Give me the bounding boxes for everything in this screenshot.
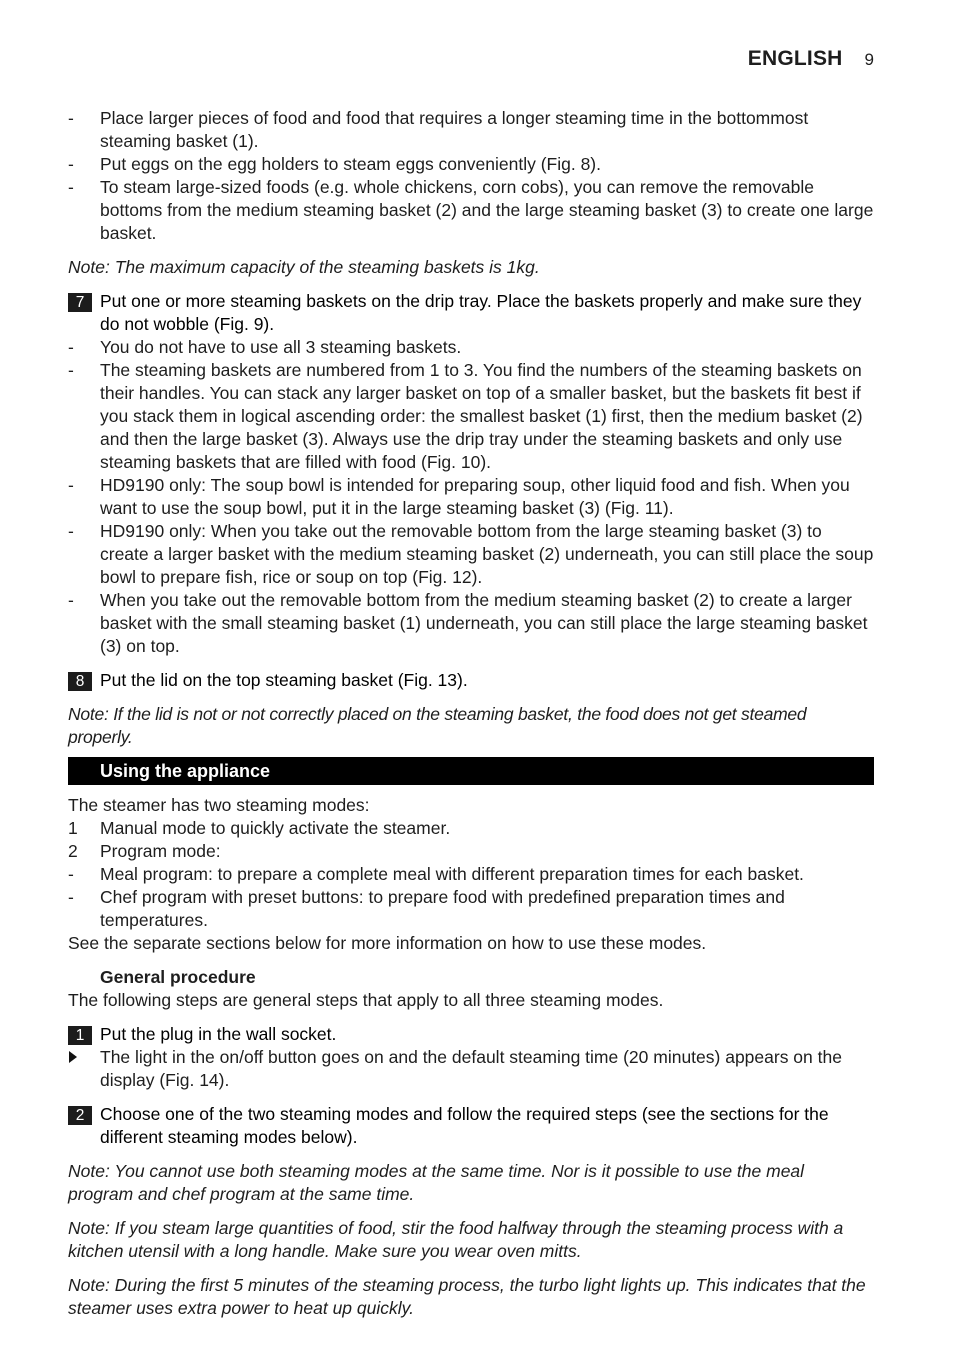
- step-8: [68, 669, 874, 692]
- bullet-marker: -: [68, 360, 74, 380]
- step-text: Put one or more steaming baskets on the drip tray. Place the baskets properly and make sure they do not wobble (Fig. 9).: [100, 291, 862, 334]
- result-arrow-icon: [69, 1051, 77, 1063]
- list-item-text: You do not have to use all 3 steaming baskets.: [100, 337, 462, 357]
- list-item: [68, 176, 874, 245]
- list-item-text: The steaming baskets are numbered from 1 to 3. You find the numbers of the steaming baskets on their handles. You can stack any larger basket on top of a smaller basket, but the baskets fit best if you stack them in logical ascending order: the smallest basket (1) first, then the medium basket (2) and then the large basket (3). Always use the drip tray under the steaming baskets and only use steaming baskets that are filled with food (Fig. 10).: [100, 360, 863, 472]
- list-item: [68, 520, 874, 589]
- list-item-text: HD9190 only: The soup bowl is intended for preparing soup, other liquid food and fish. When you want to use the soup bowl, put it in the large steaming basket (3) (Fig. 11).: [100, 475, 850, 518]
- step-number: 1: [68, 1026, 92, 1045]
- language-label: ENGLISH: [747, 47, 843, 70]
- list-item: [68, 840, 874, 863]
- bullet-marker: -: [68, 475, 74, 495]
- list-item-text: Program mode:: [100, 841, 221, 861]
- note-modes: Note: You cannot use both steaming modes at the same time. Nor is it possible to use the meal program and chef program at the same time.: [68, 1161, 805, 1204]
- bullet-marker: -: [68, 590, 74, 610]
- modes-intro: The steamer has two steaming modes:: [68, 795, 370, 815]
- modes-outro: See the separate sections below for more information on how to use these modes.: [68, 933, 707, 953]
- list-item: [68, 886, 874, 932]
- step-1: [68, 1023, 874, 1046]
- step-number: 8: [68, 672, 92, 691]
- note-turbo: Note: During the first 5 minutes of the steaming process, the turbo light lights up. This indicates that the steamer uses extra power to heat up quickly.: [68, 1275, 866, 1318]
- list-item: [68, 589, 874, 658]
- general-intro: The following steps are general steps that apply to all three steaming modes.: [68, 990, 664, 1010]
- result-text: The light in the on/off button goes on and the default steaming time (20 minutes) appears on the display (Fig. 14).: [100, 1047, 842, 1090]
- list-item-text: To steam large-sized foods (e.g. whole chickens, corn cobs), you can remove the removable bottoms from the medium steaming basket (2) and the large steaming basket (3) to create one large basket.: [100, 177, 874, 243]
- step-number: 7: [68, 293, 92, 312]
- list-item: [68, 359, 874, 474]
- list-item: [68, 336, 874, 359]
- note-stir: Note: If you steam large quantities of food, stir the food halfway through the steaming process with a kitchen utensil with a long handle. Make sure you wear oven mitts.: [68, 1218, 844, 1261]
- list-item: [68, 474, 874, 520]
- step-2: [68, 1103, 874, 1149]
- list-item-text: Put eggs on the egg holders to steam eggs conveniently (Fig. 8).: [100, 154, 601, 174]
- list-marker: 1: [68, 818, 78, 838]
- bullet-marker: -: [68, 864, 74, 884]
- list-item: [68, 863, 874, 886]
- bullet-marker: -: [68, 337, 74, 357]
- list-item: [68, 107, 874, 153]
- step-text: Choose one of the two steaming modes and follow the required steps (see the sections for the different steaming modes below).: [100, 1104, 829, 1147]
- bullet-marker: -: [68, 887, 74, 907]
- step-text: Put the lid on the top steaming basket (Fig. 13).: [100, 670, 468, 690]
- page-header: [748, 47, 874, 71]
- step-result: [68, 1046, 874, 1092]
- list-item-text: When you take out the removable bottom from the medium steaming basket (2) to create a larger basket with the small steaming basket (1) underneath, you can still place the large steaming basket (3) on top.: [100, 590, 868, 656]
- step-7: [68, 290, 874, 336]
- bullet-marker: -: [68, 108, 74, 128]
- list-item: [68, 817, 874, 840]
- note-capacity: Note: The maximum capacity of the steaming baskets is 1kg.: [68, 257, 540, 277]
- step-number: 2: [68, 1106, 92, 1125]
- bullet-marker: -: [68, 154, 74, 174]
- list-item: [68, 153, 874, 176]
- list-item-text: Manual mode to quickly activate the steamer.: [100, 818, 451, 838]
- section-heading: Using the appliance: [68, 757, 874, 785]
- subsection-heading: General procedure: [100, 967, 256, 987]
- note-lid: Note: If the lid is not or not correctly placed on the steaming basket, the food does not get steamed properly.: [68, 704, 807, 747]
- list-marker: 2: [68, 841, 78, 861]
- list-item-text: Meal program: to prepare a complete meal with different preparation times for each basket.: [100, 864, 804, 884]
- list-item-text: Chef program with preset buttons: to prepare food with predefined preparation times and temperatures.: [100, 887, 785, 930]
- bullet-marker: -: [68, 521, 74, 541]
- bullet-marker: -: [68, 177, 74, 197]
- list-item-text: HD9190 only: When you take out the removable bottom from the large steaming basket (3) to create a larger basket with the medium steaming basket (2) underneath, you can still place the soup bowl to prepare fish, rice or soup on top (Fig. 12).: [100, 521, 874, 587]
- step-text: Put the plug in the wall socket.: [100, 1024, 337, 1044]
- page-content: [68, 107, 874, 1320]
- page-number: 9: [864, 50, 874, 69]
- list-item-text: Place larger pieces of food and food that requires a longer steaming time in the bottommost steaming basket (1).: [100, 108, 809, 151]
